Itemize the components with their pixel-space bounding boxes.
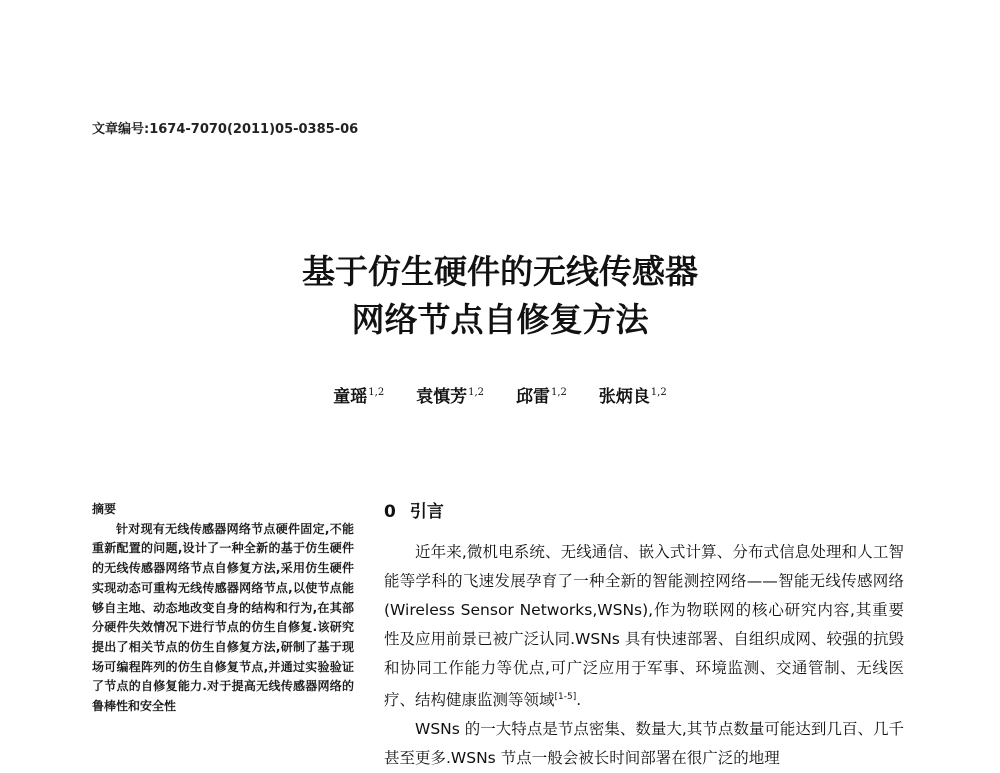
author: 童瑶$^{1,2}$ bbox=[333, 387, 385, 407]
affiliation-marker: 1,2 bbox=[368, 387, 385, 399]
section-heading bbox=[384, 500, 904, 524]
introduction-section bbox=[384, 500, 904, 773]
title-line-2: 网络节点自修复方法 bbox=[351, 300, 649, 339]
paper-title bbox=[0, 248, 1000, 344]
affiliation-marker: 1,2 bbox=[468, 387, 485, 399]
citation: [1-5] bbox=[554, 692, 577, 702]
abstract-heading: 摘要 bbox=[92, 502, 117, 516]
paragraph: WSNs 的一大特点是节点密集、数量大,其节点数量可能达到几百、几千甚至更多.WSNs 节点一般会被长时间部署在很广泛的地理 bbox=[384, 720, 904, 768]
author: 邱雷$^{1,2}$ bbox=[515, 387, 567, 407]
affiliation-marker: 1,2 bbox=[550, 387, 567, 399]
article-id: 文章编号:1674-7070(2011)05-0385-06 bbox=[92, 122, 359, 137]
paragraph: 近年来,微机电系统、无线通信、嵌入式计算、分布式信息处理和人工智能等学科的飞速发展孕育了一种全新的智能测控网络——智能无线传感网络(Wireless Sensor Networks,WSNs),作为物联网的核心研究内容,其重要性及应用前景已被广泛认同.WSNs 具有快速部署、自组织成网、较强的抗毁和协同工作能力等优点,可广泛应用于军事、环境监测、交通管制、无线医疗、结构健康监测等领域[1-5]. bbox=[384, 543, 904, 710]
abstract bbox=[92, 500, 354, 717]
author: 袁慎芳$^{1,2}$ bbox=[416, 387, 485, 407]
title-line-1: 基于仿生硬件的无线传感器 bbox=[302, 252, 698, 291]
section-title: 引言 bbox=[409, 502, 444, 522]
affiliation-marker: 1,2 bbox=[650, 387, 667, 399]
author-list bbox=[0, 382, 1000, 407]
author: 张炳良$^{1,2}$ bbox=[598, 387, 667, 407]
section-number: 0 bbox=[384, 502, 396, 522]
abstract-text: 针对现有无线传感器网络节点硬件固定,不能重新配置的问题,设计了一种全新的基于仿生硬件的无线传感器网络节点自修复方法,采用仿生硬件实现动态可重构无线传感器网络节点,以使节点能够自主地、动态地改变自身的结构和行为,在其部分硬件失效情况下进行节点的仿生自修复.该研究提出了相关节点的仿生自修复方法,研制了基于现场可编程阵列的仿生自修复节点,并通过实验验证了节点的自修复能力.对于提高无线传感器网络的鲁棒性和安全性 bbox=[92, 521, 354, 714]
